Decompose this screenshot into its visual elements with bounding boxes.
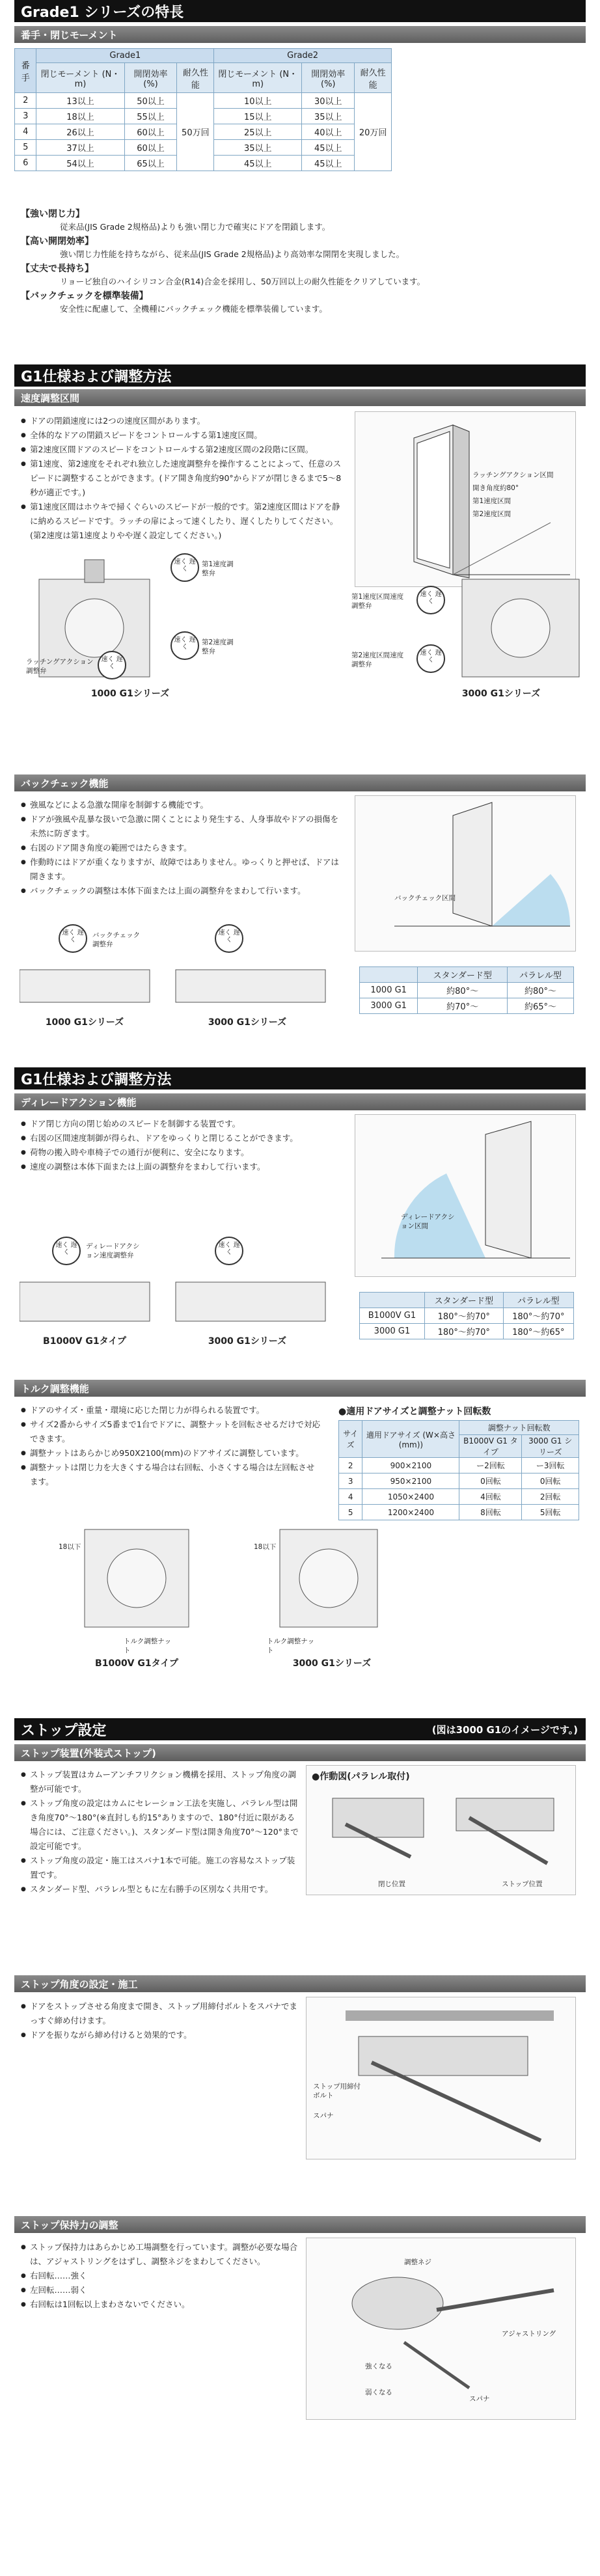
torque-bullets <box>21 1403 320 1489</box>
table-row <box>360 983 574 998</box>
list-item: ● 右図のドア開き角度の範囲ではたらきます。 <box>21 841 346 855</box>
list-item: ● 右回転は1回転以上まわさないでください。 <box>21 2297 301 2312</box>
cell: 54以上 <box>36 156 124 171</box>
diagram-caption: 3000 G1シリーズ <box>292 1658 372 1669</box>
list-item: ● 荷物の搬入時や車椅子での通行が便利に、安全になります。 <box>21 1145 346 1160</box>
cell: ー2回転 <box>459 1458 522 1473</box>
cell: 45以上 <box>302 156 355 171</box>
dimension-label: 18以下 <box>59 1543 81 1551</box>
cell: 26以上 <box>36 124 124 140</box>
table-row <box>360 1308 574 1324</box>
spanner-label: スパナ <box>313 2112 334 2120</box>
diagram-caption: B1000V G1タイプ <box>43 1336 126 1347</box>
cell: 55以上 <box>124 109 177 124</box>
list-item: ● 調整ナットはあらかじめ950X2100(mm)のドアサイズに調整しています。 <box>21 1446 320 1460</box>
list-item: ● 右回転……強く <box>21 2269 301 2283</box>
delay-bullets <box>21 1117 346 1174</box>
valve-label: 第2速度区間速度調整弁 <box>351 651 404 668</box>
cell: 8回転 <box>459 1505 522 1520</box>
closer-illustration <box>78 1516 195 1634</box>
feature-title: 【バックチェックを標準装備】 <box>21 291 148 301</box>
list-item: ● 強風などによる急激な開扉を制御する機能です。 <box>21 798 346 812</box>
cell: 0回転 <box>522 1473 579 1489</box>
g1-title-band <box>14 364 586 387</box>
speed-dial-icon: 速く 遅く <box>98 651 126 679</box>
stop-hold-diagram <box>306 2238 576 2420</box>
durability-cell: 20万回 <box>355 93 392 171</box>
diagram-caption: 1000 G1シリーズ <box>45 1017 124 1028</box>
col-header: サイズ <box>339 1421 362 1458</box>
cell: 180°〜約70° <box>424 1324 503 1339</box>
stop-subheader <box>14 1744 586 1761</box>
cell: 18以上 <box>36 109 124 124</box>
feature-text: 強い閉じ力性能を持ちながら、従来品(JIS Grade 2規格品)より高効率な開閉を実現しました。 <box>60 249 405 259</box>
list-item: ● 第1速度区間はホウキで掃くぐらいのスピードが一般的です。第2速度区間はドアを静に納めるスピードです。ラッチの扉によって速くしたり、遅くしたりしてください。(第2速度は第1速度よりやや遅く設定してください。) <box>21 500 346 543</box>
arm-illustration <box>307 1997 575 2159</box>
door-illustration <box>355 1115 575 1276</box>
cell: 1000 G1 <box>360 983 418 998</box>
feature-text: 従来品(JIS Grade 2規格品)よりも強い閉じ力で確実にドアを閉鎖します。 <box>60 222 331 232</box>
table-row <box>15 93 392 109</box>
valve-label: 第1速度区間速度調整弁 <box>351 593 404 610</box>
cell: 5回転 <box>522 1505 579 1520</box>
cell: 40以上 <box>302 124 355 140</box>
delay-subheader-label: ディレードアクション機能 <box>21 1096 137 1108</box>
cell: 3 <box>339 1473 362 1489</box>
cell: 2回転 <box>522 1489 579 1505</box>
cell: 180°〜約65° <box>503 1324 573 1339</box>
cell: 5 <box>15 140 36 156</box>
col-header <box>360 967 418 983</box>
spanner-label: スパナ <box>469 2395 490 2403</box>
delay-subheader <box>14 1093 586 1110</box>
table-row <box>339 1458 579 1473</box>
col-header: B1000V G1 タイプ <box>459 1435 522 1458</box>
torque-subheader <box>14 1380 586 1397</box>
col-header: パラレル型 <box>508 967 574 983</box>
feature-text: リョービ独自のハイシリコン合金(R14)合金を採用し、50万回以上の耐久性能をクリアしています。 <box>60 277 426 286</box>
list-item: ● ドアの閉鎖速度には2つの速度区間があります。 <box>21 414 346 428</box>
stop-bullets <box>21 1768 301 1897</box>
g1-title: G1仕様および調整方法 <box>21 368 172 385</box>
cell: 4 <box>15 124 36 140</box>
list-item: ● ドアを振りながら締め付けると効果的です。 <box>21 2028 301 2042</box>
nut-label: トルク調整ナット <box>267 1637 315 1654</box>
speed-dial-icon: 速く 遅く <box>215 1237 243 1265</box>
diagram-caption: 3000 G1シリーズ <box>461 689 541 699</box>
cell: 3000 G1 <box>360 1324 425 1339</box>
cell: 約80°〜 <box>508 983 574 998</box>
stop-title: ストップ設定 <box>21 1722 107 1739</box>
speed-bullets <box>21 414 346 543</box>
list-item: ● 速度の調整は本体下面または上面の調整弁をまわして行います。 <box>21 1160 346 1174</box>
cell: ー3回転 <box>522 1458 579 1473</box>
cell: 3 <box>15 109 36 124</box>
cell: 1050×2400 <box>362 1489 459 1505</box>
list-item: ● 右図の区間速度制御が得られ、ドアをゆっくりと閉じることができます。 <box>21 1131 346 1145</box>
cell: 3000 G1 <box>360 998 418 1014</box>
cell: 900×2100 <box>362 1458 459 1473</box>
speed-dial-icon: 速く 遅く <box>416 644 445 673</box>
arm-illustration <box>307 1785 575 1876</box>
col-header: 耐久性能 <box>355 63 392 93</box>
door-angle-label: 開き角度約80° <box>472 484 519 492</box>
stop-title-band <box>14 1718 586 1740</box>
list-item: ● ドアが強風や乱暴な扱いで急激に開くことにより発生する、人身事故やドアの損傷を未然に防ぎます。 <box>21 812 346 841</box>
feature-title: 【高い開閉効率】 <box>21 236 94 247</box>
backcheck-subheader-label: バックチェック機能 <box>21 777 109 789</box>
position-label: ストップ位置 <box>502 1880 543 1888</box>
stop-hold-bullets <box>21 2240 301 2312</box>
cell: 2 <box>339 1458 362 1473</box>
list-item: ● 全体的なドアの閉鎖スピードをコントロールする第1速度区間。 <box>21 428 346 443</box>
stop-angle-bullets <box>21 1999 301 2042</box>
list-item: ● 第2速度区間ドアのスピードをコントロールする第2速度区間の2段階に区間。 <box>21 443 346 457</box>
col-header: 閉じモーメント (N・m) <box>214 63 302 93</box>
cell: 37以上 <box>36 140 124 156</box>
screw-label: 調整ネジ <box>404 2258 431 2266</box>
table-row <box>360 1324 574 1339</box>
backcheck-bullets <box>21 798 346 898</box>
spec-table <box>14 48 392 171</box>
closer-3000-diagram <box>338 540 586 703</box>
col-header: 3000 G1 シリーズ <box>522 1435 579 1458</box>
door-label: 第2速度区間 <box>472 510 511 518</box>
door-illustration <box>355 796 575 951</box>
col-header <box>360 1293 425 1308</box>
stop-operation-diagram <box>306 1765 576 1895</box>
cell: 65以上 <box>124 156 177 171</box>
stronger-label: 強くなる <box>365 2363 392 2370</box>
ring-label: アジャストリング <box>502 2330 556 2338</box>
cell: 6 <box>15 156 36 171</box>
cell: 10以上 <box>214 93 302 109</box>
backcheck-closers <box>20 924 345 1035</box>
col-header: パラレル型 <box>503 1293 573 1308</box>
door-label: 第1速度区間 <box>472 497 511 505</box>
col-header: スタンダード型 <box>418 967 508 983</box>
feature-title: 【丈夫で長持ち】 <box>21 264 94 274</box>
cell: 1200×2400 <box>362 1505 459 1520</box>
stop-angle-diagram <box>306 1997 576 2159</box>
valve-label: 第1速度調整弁 <box>202 560 234 577</box>
backcheck-subheader <box>14 774 586 791</box>
col-header: 調整ナット回転数 <box>459 1421 579 1435</box>
speed-dial-icon: 速く 遅く <box>52 1237 81 1265</box>
cell: 0回転 <box>459 1473 522 1489</box>
door-label: ディレードアクション区間 <box>401 1213 455 1230</box>
stop-title-note: (図は3000 G1のイメージです。) <box>431 1723 578 1736</box>
grade1-title: Grade1 シリーズの特長 <box>21 4 184 21</box>
spec-subheader <box>14 26 586 43</box>
cell: 950×2100 <box>362 1473 459 1489</box>
table-row <box>339 1489 579 1505</box>
list-item: ● ストップ保持力はあらかじめ工場調整を行っています。調整が必要な場合は、アジャストリングをはずし、調整ネジをまわしてください。 <box>21 2240 301 2269</box>
diagram-caption: 1000 G1シリーズ <box>90 689 170 699</box>
speed-dial-icon: 速く 遅く <box>170 553 199 582</box>
stop-subheader-label: ストップ装置(外装式ストップ) <box>21 1747 156 1759</box>
col-header: 番手 <box>15 49 36 93</box>
box-title: ●作動図(パラレル取付) <box>312 1772 410 1782</box>
cell: 180°〜約70° <box>424 1308 503 1324</box>
speed-dial-icon: 速く 遅く <box>170 631 199 660</box>
backcheck-table <box>359 966 574 1014</box>
cell: 45以上 <box>214 156 302 171</box>
list-item: ● ドア閉じ方向の閉じ始めのスピードを制御する装置です。 <box>21 1117 346 1131</box>
delay-title-band <box>14 1067 586 1089</box>
cell: 60以上 <box>124 140 177 156</box>
col-header: スタンダード型 <box>424 1293 503 1308</box>
list-item: ● ドアのサイズ・重量・環境に応じた閉じ力が得られる装置です。 <box>21 1403 320 1418</box>
cell: 約70°〜 <box>418 998 508 1014</box>
cell: 4回転 <box>459 1489 522 1505</box>
valve-label: ラッチングアクション調整弁 <box>26 658 94 675</box>
torque-table-title: ●適用ドアサイズと調整ナット回転数 <box>338 1406 491 1417</box>
delay-door-diagram <box>355 1114 576 1277</box>
dimension-label: 18以下 <box>254 1543 277 1551</box>
list-item: ● バックチェックの調整は本体下面または上面の調整弁をまわして行います。 <box>21 884 346 898</box>
stop-hold-subheader-label: ストップ保持力の調整 <box>21 2219 118 2231</box>
delay-table <box>359 1292 574 1339</box>
stop-hold-subheader <box>14 2216 586 2233</box>
feature-text: 安全性に配慮して、全機種にバックチェック機能を標準装備しています。 <box>60 304 327 314</box>
diagram-caption: 3000 G1シリーズ <box>208 1336 287 1347</box>
cell: 約80°〜 <box>418 983 508 998</box>
col-header: 開閉効率 (%) <box>302 63 355 93</box>
list-item: ● 調整ナットは閉じ力を大きくする場合は右回転、小さくする場合は左回転させます。 <box>21 1460 320 1489</box>
grade1-title-band <box>14 0 586 22</box>
cell: 5 <box>339 1505 362 1520</box>
table-row <box>339 1473 579 1489</box>
valve-label: 第2速度調整弁 <box>202 638 234 655</box>
list-item: ● サイズ2番からサイズ5番まで1台でドアに、調整ナットを回転させるだけで対応できます。 <box>21 1418 320 1446</box>
cell: 15以上 <box>214 109 302 124</box>
stop-angle-subheader-label: ストップ角度の設定・施工 <box>21 1978 138 1990</box>
col-header: 閉じモーメント (N・m) <box>36 63 124 93</box>
cell: 35以上 <box>302 109 355 124</box>
list-item: ● 作動時にはドアが重くなりますが、故障ではありません。ゆっくりと押せば、ドアは開きます。 <box>21 855 346 884</box>
cell: 35以上 <box>214 140 302 156</box>
closer-illustration <box>20 963 345 1009</box>
valve-label: ディレードアクション速度調整弁 <box>86 1242 140 1259</box>
bolt-label: ストップ用締付ボルト <box>313 2083 361 2100</box>
speed-dial-icon: 速く 遅く <box>416 586 445 614</box>
backcheck-door-diagram <box>355 795 576 952</box>
delay-closers <box>20 1237 345 1354</box>
grade1-header: Grade1 <box>36 49 214 63</box>
feature-title: 【強い閉じ力】 <box>21 209 85 219</box>
diagram-caption: 3000 G1シリーズ <box>208 1017 287 1028</box>
col-header: 耐久性能 <box>177 63 214 93</box>
cell: B1000V G1 <box>360 1308 425 1324</box>
grade2-header: Grade2 <box>214 49 392 63</box>
diagram-caption: B1000V G1タイプ <box>95 1658 178 1669</box>
cell: 45以上 <box>302 140 355 156</box>
weaker-label: 弱くなる <box>365 2389 392 2396</box>
closer-illustration <box>456 573 586 683</box>
speed-subheader <box>14 389 586 406</box>
cell: 180°〜約70° <box>503 1308 573 1324</box>
list-item: ● 左回転……弱く <box>21 2283 301 2297</box>
durability-cell: 50万回 <box>177 93 214 171</box>
stop-angle-subheader <box>14 1975 586 1992</box>
delay-title: G1仕様および調整方法 <box>21 1071 172 1088</box>
list-item: ● ストップ角度の設定・施工はスパナ1本で可能。施工の容易なストップ装置です。 <box>21 1854 301 1882</box>
door-label: バックチェック区間 <box>394 894 456 902</box>
door-label: ラッチングアクション区間 <box>472 471 554 479</box>
spec-subheader-label: 番手・閉じモーメント <box>21 29 118 41</box>
list-item: ● 第1速度、第2速度をそれぞれ独立した速度調整弁を操作することによって、任意のスピードに調整することができます。(ドア開き角度約90°からドアが閉じきるまで5〜8秒が適正です。) <box>21 457 346 500</box>
torque-subheader-label: トルク調整機能 <box>21 1382 89 1395</box>
list-item: ● スタンダード型、パラレル型ともに左右勝手の区別なく共用です。 <box>21 1882 301 1897</box>
speed-subheader-label: 速度調整区間 <box>21 392 80 404</box>
cell: 4 <box>339 1489 362 1505</box>
position-label: 閉じ位置 <box>378 1880 405 1888</box>
cell: 約65°〜 <box>508 998 574 1014</box>
cell: 30以上 <box>302 93 355 109</box>
torque-table <box>338 1420 579 1520</box>
col-header: 適用ドアサイズ (W×高さ(mm)) <box>362 1421 459 1458</box>
closer-illustration <box>273 1516 390 1634</box>
speed-dial-icon: 速く 遅く <box>215 924 243 953</box>
list-item: ● ストップ装置はカムーアンチフリクション機構を採用、ストップ角度の調整が可能です。 <box>21 1768 301 1796</box>
cell: 13以上 <box>36 93 124 109</box>
cell: 60以上 <box>124 124 177 140</box>
cell: 2 <box>15 93 36 109</box>
valve-label: バックチェック調整弁 <box>92 931 141 948</box>
closer-1000-diagram <box>26 540 234 703</box>
nut-label: トルク調整ナット <box>124 1637 172 1654</box>
speed-dial-icon: 速く 遅く <box>59 924 87 953</box>
cell: 50以上 <box>124 93 177 109</box>
cell: 25以上 <box>214 124 302 140</box>
closer-illustration <box>20 1276 345 1328</box>
features-list <box>21 207 580 316</box>
list-item: ● ドアをストップさせる角度まで開き、ストップ用締付ボルトをスパナでまっすぐ締め付けます。 <box>21 1999 301 2028</box>
torque-closers <box>59 1516 449 1673</box>
col-header: 開閉効率 (%) <box>124 63 177 93</box>
arm-illustration <box>307 2238 575 2419</box>
table-row <box>360 998 574 1014</box>
list-item: ● ストップ角度の設定はカムにセレーション工法を実施し、パラレル型は開き角度70°〜180°(※直封しも約15°ありますので、180°付近に限がある場合には、ご注意ください。)、スタンダード型は開き角度70°〜120°まで設定可能です。 <box>21 1796 301 1854</box>
